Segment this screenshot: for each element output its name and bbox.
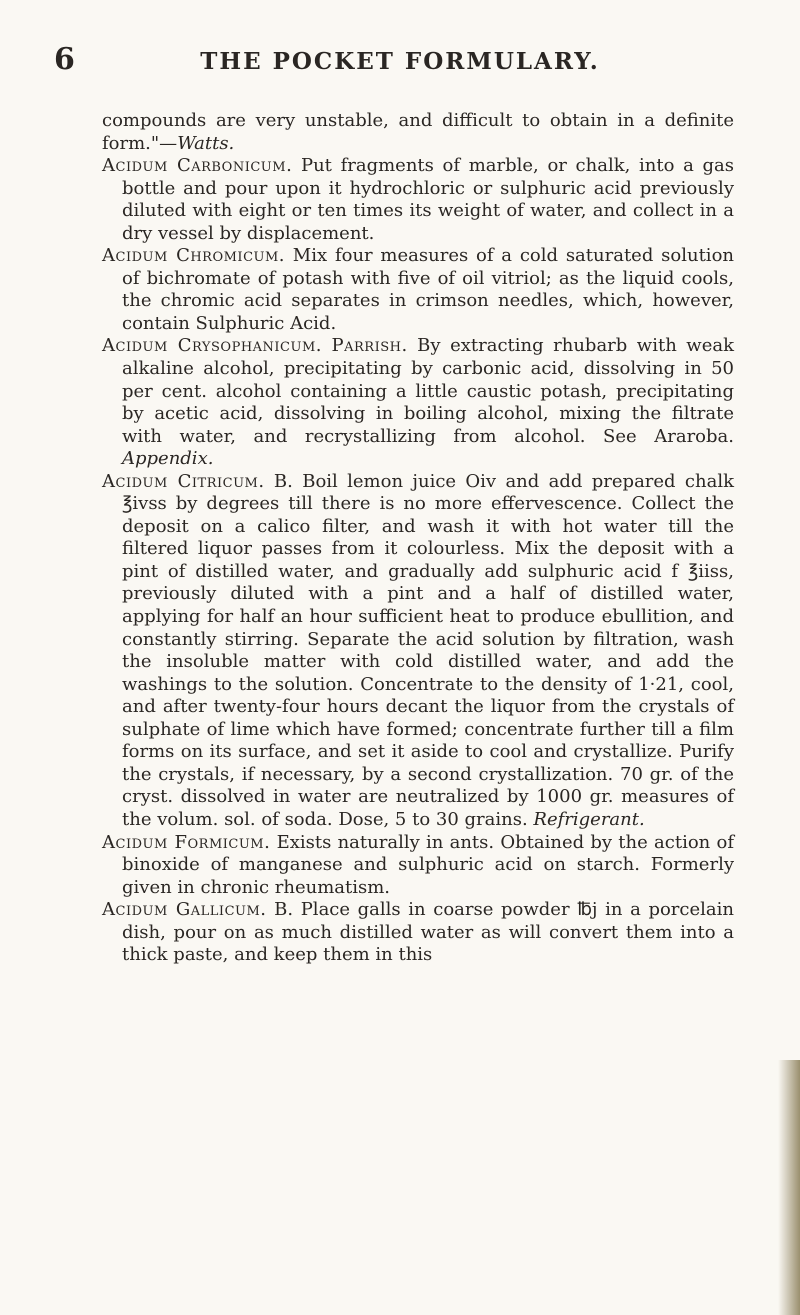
entry-heading: Acidum Citricum. [102,470,265,492]
italic-text: Refrigerant. [533,808,645,830]
entry-paragraph [102,245,734,335]
entry-paragraph [102,471,734,832]
entry-text: By extracting rhubarb with weak alkaline alcohol, precipitating by carbonic acid, dissolving in 50 per cent. alcohol containing a little caustic potash, precipitating by acetic acid, dissolving in boiling alcohol, mixing the filtrate with water, and recrystallizing from alcohol. See Araroba. [122,335,734,447]
body-text [102,110,734,967]
italic-text: Appendix. [122,448,214,470]
entry-heading: Parrish. [331,335,408,357]
entry-text: Mix four measures of a cold saturated solution of bichromate of potash with five of oil vitriol; as the liquid cools, the chromic acid separates in crimson needles, which, however, contain Sulphuric Acid. [122,245,734,334]
entry-text: Exists naturally in ants. Obtained by the action of binoxide of manganese and sulphuric acid on starch. Formerly given in chronic rheumatism. [122,831,734,898]
entry-text [322,335,332,356]
continuation-paragraph [102,110,734,155]
entry-heading: Acidum Formicum. [102,831,271,853]
entry-paragraph [102,155,734,245]
entry-text: B. Place galls in coarse powder ℔j in a porcelain dish, pour on as much distilled water as will convert them into a thick paste, and keep them in this [122,899,734,966]
entry-text: B. Boil lemon juice Oiv and add prepared chalk ℥ivss by degrees till there is no more effervescence. Collect the deposit on a calico filter, and wash it with hot water till the filtered liquor passes from it colourless. Mix the deposit with a pint of distilled water, and gradually add sulphuric acid f ℥iiss, previously diluted with a pint and a half of distilled water, applying for half an hour sufficient heat to produce ebullition, and constantly stirring. Separate the acid solution by filtration, wash the insoluble matter with cold distilled water, and add the washings to the solution. Concentrate to the density of 1·21, cool, and after twenty-four hours decant the liquor from the crystals of sulphate of lime which have formed; concentrate further till a film forms on its surface, and set it aside to cool and crystallize. Purify the crystals, if necessary, by a second crystallization. 70 gr. of the cryst. dissolved in water are neutralized by 1000 gr. measures of the volum. sol. of soda. Dose, 5 to 30 grains. [122,470,734,830]
entry-heading: Acidum Chromicum. [102,245,286,267]
entry-text: compounds are very unstable, and difficult to obtain in a definite form."— [102,110,734,154]
entry-text: Put fragments of marble, or chalk, into a gas bottle and pour upon it hydrochloric or sulphuric acid previously diluted with eight or ten times its weight of water, and collect in a dry vessel by displacement. [122,155,735,244]
page-number: 6 [54,42,75,77]
entry-paragraph [102,832,734,900]
entry-paragraph [102,335,734,470]
italic-text: Watts. [177,132,235,154]
running-head: THE POCKET FORMULARY. [200,48,600,75]
entry-heading: Acidum Gallicum. [102,899,267,921]
page-edge-shadow [778,1060,800,1315]
entry-heading: Acidum Crysophanicum. [102,335,322,357]
entry-paragraph [102,899,734,967]
entry-heading: Acidum Carbonicum. [102,155,293,177]
